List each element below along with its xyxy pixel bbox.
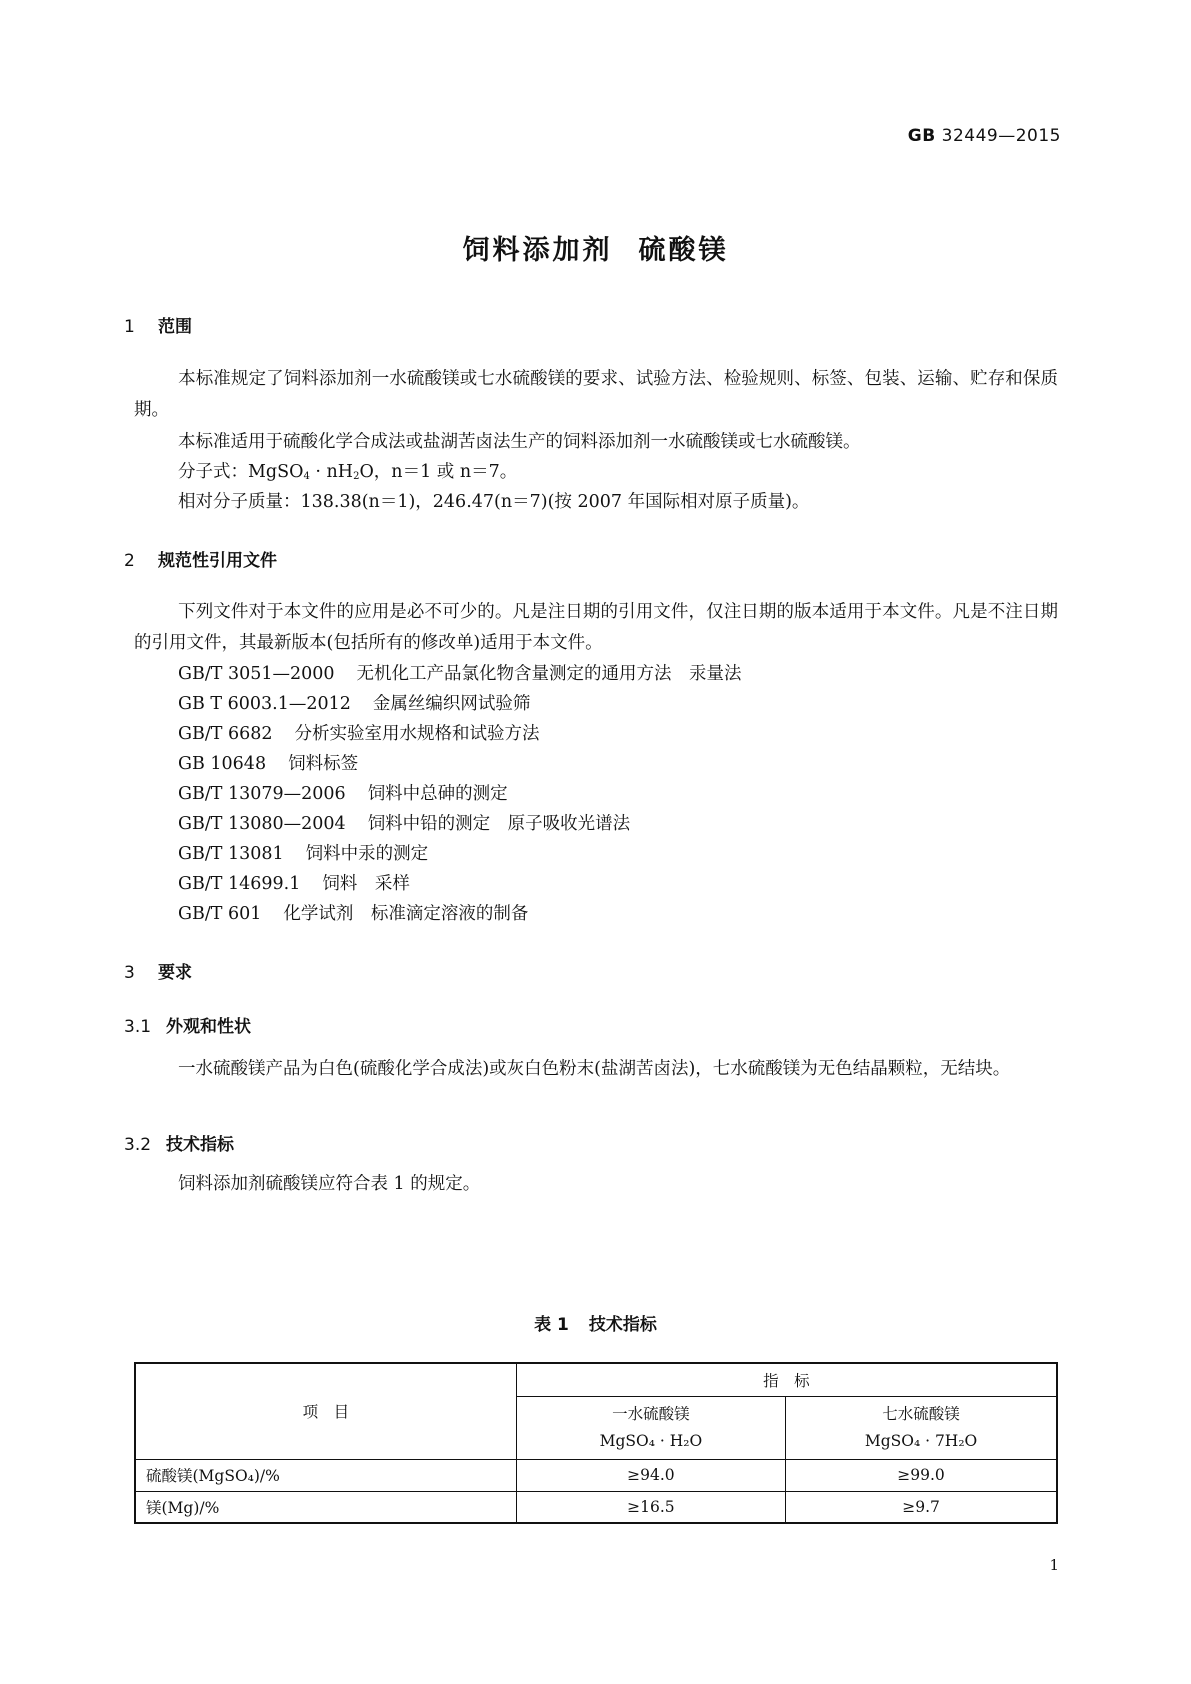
reference-title: 饲料标签 [288,754,359,774]
paragraph-text: 下列文件对于本文件的应用是必不可少的。凡是注日期的引用文件，仅注日期的版本适用于本文件。凡是不注日期的引用文件，其最新版本(包括所有的修改单)适用于本文件。 [134,602,1058,653]
reference-code: GB/T 601 [178,904,262,924]
header-monohydrate [516,1396,785,1459]
section-3-heading [124,958,192,983]
reference-title: 饲料 采样 [322,874,410,894]
formula-subscript: 4 [303,471,310,482]
section-title: 要求 [158,963,192,983]
section-2-heading [124,546,277,571]
table-caption [0,1310,1191,1335]
section-number: 2 [124,551,135,571]
reference-title: 金属丝编织网试验筛 [372,694,531,714]
section-3-2-heading [124,1130,234,1155]
standard-number [908,126,1061,146]
reference-title: 饲料中铅的测定 原子吸收光谱法 [367,814,631,834]
row-value-2: ≥9.7 [786,1491,1057,1523]
section-number: 3 [124,963,135,983]
row-item: 镁(Mg)/% [135,1491,516,1523]
molecular-formula [178,458,517,483]
reference-title: 饲料中总砷的测定 [367,784,508,804]
standard-prefix: GB [907,126,936,146]
section-number: 3.1 [124,1017,152,1037]
formula-part: MgSO [248,462,304,482]
header-item: 项 目 [135,1363,516,1459]
reference-code: GB/T 3051—2000 [178,664,335,684]
reference-code: GB/T 13080—2004 [178,814,346,834]
reference-code: GB/T 13079—2006 [178,784,346,804]
reference-item [178,810,630,835]
reference-code: GB/T 6682 [178,724,273,744]
row-value-2: ≥99.0 [786,1459,1057,1491]
column-name: 七水硫酸镁 [882,1404,960,1423]
section-1-para-1 [134,364,1058,426]
section-number: 1 [124,317,135,337]
table-caption-title: 技术指标 [588,1315,657,1335]
section-title: 范围 [158,317,192,337]
reference-title: 无机化工产品氯化物含量测定的通用方法 汞量法 [356,664,742,684]
section-3-2-para: 饲料添加剂硫酸镁应符合表 1 的规定。 [178,1174,481,1194]
section-3-1-para [134,1054,1058,1085]
reference-code: GB T 6003.1—2012 [178,694,351,714]
paragraph-text: 一水硫酸镁产品为白色(硫酸化学合成法)或灰白色粉末(盐湖苦卤法)，七水硫酸镁为无色结晶颗粒，无结块。 [178,1059,1011,1079]
table-header-row [135,1363,1057,1396]
page-number: 1 [1049,1556,1059,1574]
reference-title: 化学试剂 标准滴定溶液的制备 [283,904,529,924]
reference-item [178,780,508,805]
title-part-2: 硫酸镁 [638,235,729,266]
formula-subscript: 2 [353,471,360,482]
document-title [0,228,1191,267]
molecular-mass: 相对分子质量：138.38(n＝1)，246.47(n＝7)(按 2007 年国际相对原子质量)。 [178,492,810,512]
reference-item [178,720,540,745]
reference-item [178,900,528,925]
table-row [135,1459,1057,1491]
reference-item [178,870,410,895]
column-name: 一水硫酸镁 [612,1404,690,1423]
title-part-1: 饲料添加剂 [462,235,613,266]
section-1-heading [124,312,192,337]
section-3-1-heading [124,1012,251,1037]
table-caption-number: 表 1 [534,1315,569,1335]
section-title: 规范性引用文件 [158,551,277,571]
row-item: 硫酸镁(MgSO₄)/% [135,1459,516,1491]
section-number: 3.2 [124,1135,152,1155]
section-1-para-2: 本标准适用于硫酸化学合成法或盐湖苦卤法生产的饲料添加剂一水硫酸镁或七水硫酸镁。 [178,432,861,452]
reference-code: GB/T 14699.1 [178,874,301,894]
reference-code: GB 10648 [178,754,267,774]
reference-title: 饲料中汞的测定 [305,844,429,864]
reference-item [178,750,358,775]
header-heptahydrate [786,1396,1057,1459]
row-value-1: ≥16.5 [516,1491,785,1523]
formula-part: O，n＝1 或 n＝7。 [359,462,518,482]
reference-code: GB/T 13081 [178,844,284,864]
section-title: 技术指标 [166,1135,234,1155]
column-formula: MgSO₄ · H₂O [599,1431,703,1450]
header-group: 指 标 [516,1363,1057,1396]
section-title: 外观和性状 [166,1017,251,1037]
section-2-para [134,597,1058,659]
formula-label: 分子式： [178,462,248,482]
reference-title: 分析实验室用水规格和试验方法 [294,724,540,744]
reference-item [178,840,428,865]
formula-part: · nH [309,462,354,482]
standard-code: 32449—2015 [941,126,1061,146]
reference-item [178,660,742,685]
reference-item [178,690,530,715]
column-formula: MgSO₄ · 7H₂O [864,1431,978,1450]
table-row [135,1491,1057,1523]
paragraph-text: 本标准规定了饲料添加剂一水硫酸镁或七水硫酸镁的要求、试验方法、检验规则、标签、包装、运输、贮存和保质期。 [134,369,1058,420]
spec-table [134,1362,1058,1524]
row-value-1: ≥94.0 [516,1459,785,1491]
